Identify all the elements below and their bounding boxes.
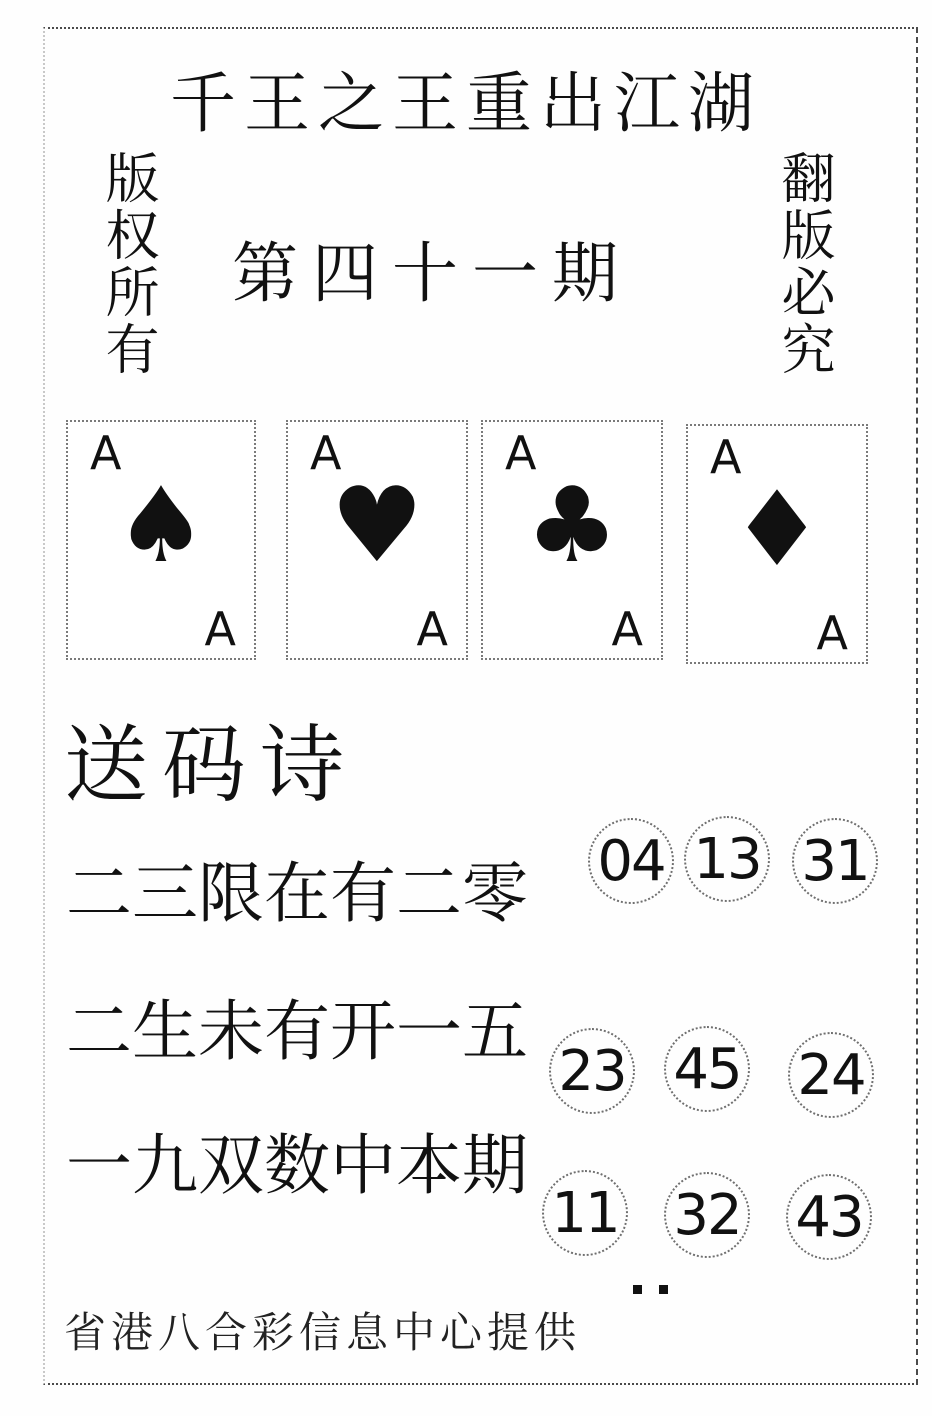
copyright-right-text: 翻版必究: [774, 150, 834, 378]
lucky-number-circle: 13: [684, 816, 770, 902]
card-rank-bottom-right: A: [204, 602, 236, 656]
poem-line-2: 二生未有开一五: [66, 996, 528, 1069]
lucky-number-circle: 04: [588, 818, 674, 904]
lucky-number-circle: 24: [788, 1032, 874, 1118]
page-title: 千王之王重出江湖: [170, 68, 762, 141]
provider-text: 省港八合彩信息中心提供: [64, 1311, 582, 1357]
lucky-number-circle: 11: [542, 1170, 628, 1256]
card-rank-top-left: A: [710, 430, 742, 484]
card-rank-bottom-right: A: [611, 602, 643, 656]
ink-dot: [659, 1285, 668, 1294]
ink-dot: [633, 1285, 642, 1294]
card-ace-of-spades: [66, 420, 256, 660]
lucky-number-circle: 45: [664, 1026, 750, 1112]
spade-icon: ♠: [114, 464, 208, 586]
issue-number: 第四十一期: [232, 238, 632, 311]
card-rank-top-left: A: [310, 426, 342, 480]
card-ace-of-clubs: [481, 420, 663, 660]
lucky-number-circle: 32: [664, 1172, 750, 1258]
card-ace-of-diamonds: [686, 424, 868, 664]
poem-line-1: 二三限在有二零: [66, 858, 528, 931]
card-ace-of-hearts: [286, 420, 468, 660]
diamond-icon: ♦: [730, 468, 824, 590]
copyright-left-text: 版权所有: [98, 150, 158, 378]
card-rank-bottom-right: A: [416, 602, 448, 656]
lucky-number-circle: 23: [549, 1028, 635, 1114]
card-rank-top-left: A: [505, 426, 537, 480]
poem-line-3: 一九双数中本期: [66, 1130, 528, 1203]
poem-heading: 送码诗: [64, 720, 359, 813]
lucky-number-circle: 31: [792, 818, 878, 904]
lucky-number-circle: 43: [786, 1174, 872, 1260]
club-icon: ♣: [525, 464, 619, 586]
card-rank-bottom-right: A: [816, 606, 848, 660]
card-rank-top-left: A: [90, 426, 122, 480]
heart-icon: ♥: [330, 464, 424, 586]
